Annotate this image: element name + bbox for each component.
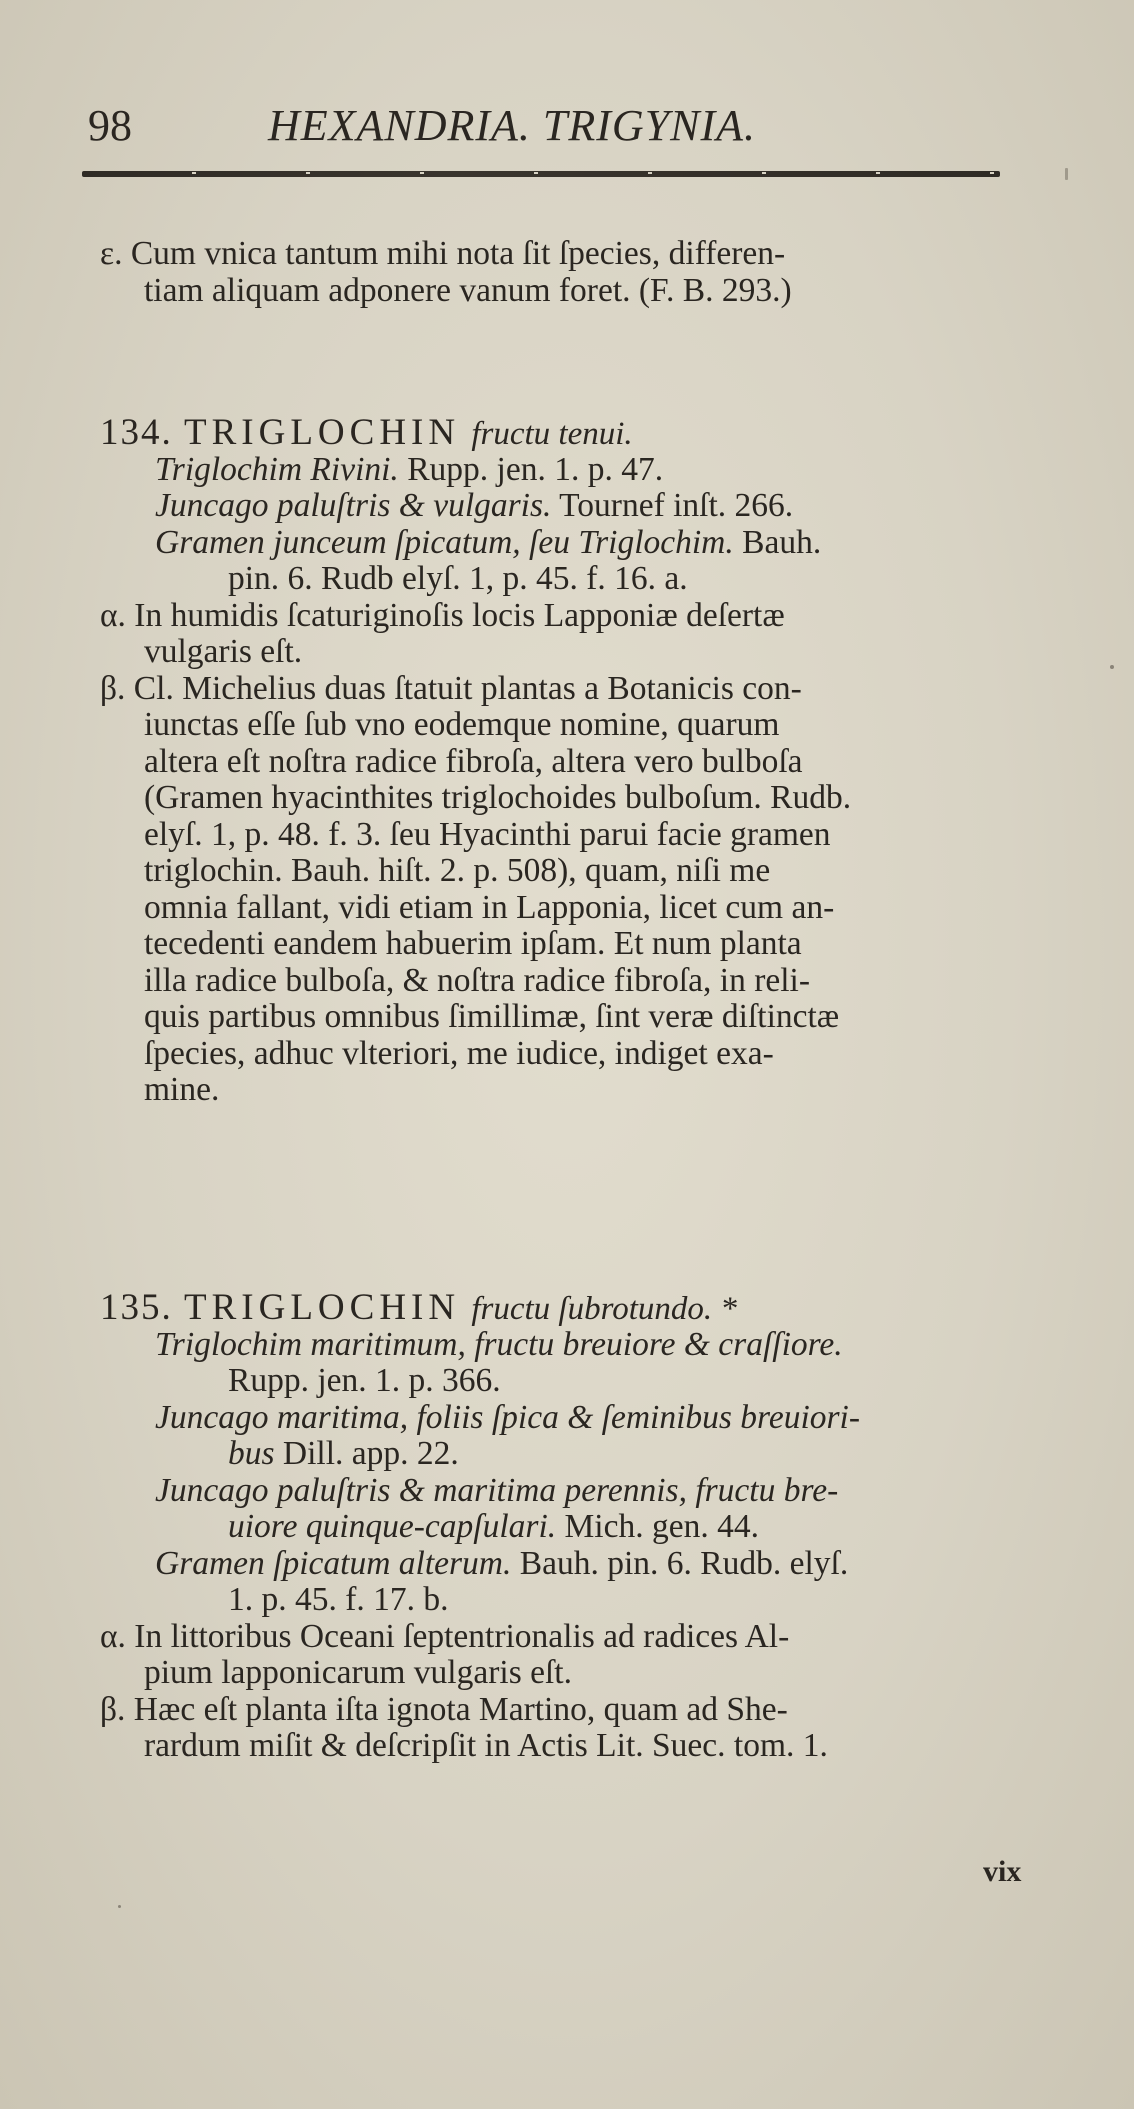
synonym-line: Gramen junceum ſpicatum, ſeu Triglochim. Bauh. xyxy=(155,523,822,561)
note-line: iunctas eſſe ſub vno eodemque nomine, quarum xyxy=(144,706,780,743)
synonym-line: Triglochim maritimum, fructu breuiore & craſſiore. xyxy=(155,1325,843,1363)
note-line: α. In littoribus Oceani ſeptentrionalis ad radices Al- xyxy=(100,1617,790,1655)
note-line: mine. xyxy=(144,1071,220,1108)
genus-name: TRIGLOCHIN xyxy=(184,1287,461,1328)
page-header xyxy=(88,92,988,152)
entry-heading xyxy=(100,1287,1060,1328)
header-rule xyxy=(82,171,1000,177)
entry-135 xyxy=(100,1287,1060,1765)
note-line: illa radice bulboſa, & noſtra radice fibroſa, in reli- xyxy=(144,961,811,999)
entry-heading xyxy=(100,412,1060,453)
synonym-line: Juncago maritima, foliis ſpica & ſeminibus breuiori- xyxy=(155,1398,861,1436)
running-head: HEXANDRIA. TRIGYNIA. xyxy=(268,101,757,150)
text-line: tiam aliquam adponere vanum foret. (F. B. 293.) xyxy=(144,271,792,309)
entry-number: 134. xyxy=(100,412,173,453)
synonym-line: Gramen ſpicatum alterum. Bauh. pin. 6. Rudb. elyſ. xyxy=(155,1544,849,1582)
catchword: vix xyxy=(983,1855,1022,1888)
synonym-line: 1. p. 45. f. 17. b. xyxy=(228,1581,449,1618)
note-line: (Gramen hyacinthites triglochoides bulboſum. Rudb. xyxy=(144,779,852,816)
note-line: altera eſt noſtra radice fibroſa, altera vero bulboſa xyxy=(144,742,803,780)
top-note xyxy=(100,236,1060,309)
page-number: 98 xyxy=(88,101,132,150)
note-line: quis partibus omnibus ſimillimæ, ſint veræ diſtinctæ xyxy=(144,998,840,1035)
synonym-line: bus Dill. app. 22. xyxy=(228,1435,459,1472)
note-line: β. Hæc eſt planta iſta ignota Martino, quam ad She- xyxy=(100,1690,788,1728)
entry-number: 135. xyxy=(100,1287,173,1328)
synonym-line: Juncago paluſtris & maritima perennis, fructu bre- xyxy=(155,1471,839,1509)
note-line: triglochin. Bauh. hiſt. 2. p. 508), quam, niſi me xyxy=(144,852,771,889)
note-line: tecedenti eandem habuerim ipſam. Et num planta xyxy=(144,925,802,962)
synonym-line: uiore quinque-capſulari. Mich. gen. 44. xyxy=(228,1508,759,1545)
synonym-line: Rupp. jen. 1. p. 366. xyxy=(228,1362,501,1399)
species-descriptor: fructu ſubrotundo. * xyxy=(471,1291,737,1327)
paper-speck xyxy=(118,1905,121,1908)
paper-speck xyxy=(1110,665,1114,669)
paper-speck xyxy=(1065,168,1068,180)
synonym-line: pin. 6. Rudb elyſ. 1, p. 45. f. 16. a. xyxy=(228,560,688,597)
note-line: vulgaris eſt. xyxy=(144,633,303,670)
genus-name: TRIGLOCHIN xyxy=(184,412,461,453)
species-descriptor: fructu tenui. xyxy=(471,416,633,452)
note-line: pium lapponicarum vulgaris eſt. xyxy=(144,1654,572,1691)
entry-134 xyxy=(100,412,1060,1109)
note-line: β. Cl. Michelius duas ſtatuit plantas a Botanicis con- xyxy=(100,669,802,707)
note-line: elyſ. 1, p. 48. f. 3. ſeu Hyacinthi parui facie gramen xyxy=(144,815,831,853)
text-line: ε. Cum vnica tantum mihi nota ſit ſpecies, differen- xyxy=(100,235,786,272)
note-line: rardum miſit & deſcripſit in Actis Lit. Suec. tom. 1. xyxy=(144,1727,828,1764)
synonym-line: Triglochim Rivini. Rupp. jen. 1. p. 47. xyxy=(155,450,664,488)
note-line: ſpecies, adhuc vlteriori, me iudice, indiget exa- xyxy=(144,1034,774,1072)
note-line: omnia fallant, vidi etiam in Lapponia, licet cum an- xyxy=(144,888,835,926)
synonym-line: Juncago paluſtris & vulgaris. Tournef inſt. 266. xyxy=(155,487,794,524)
note-line: α. In humidis ſcaturiginoſis locis Lapponiæ deſertæ xyxy=(100,596,785,634)
